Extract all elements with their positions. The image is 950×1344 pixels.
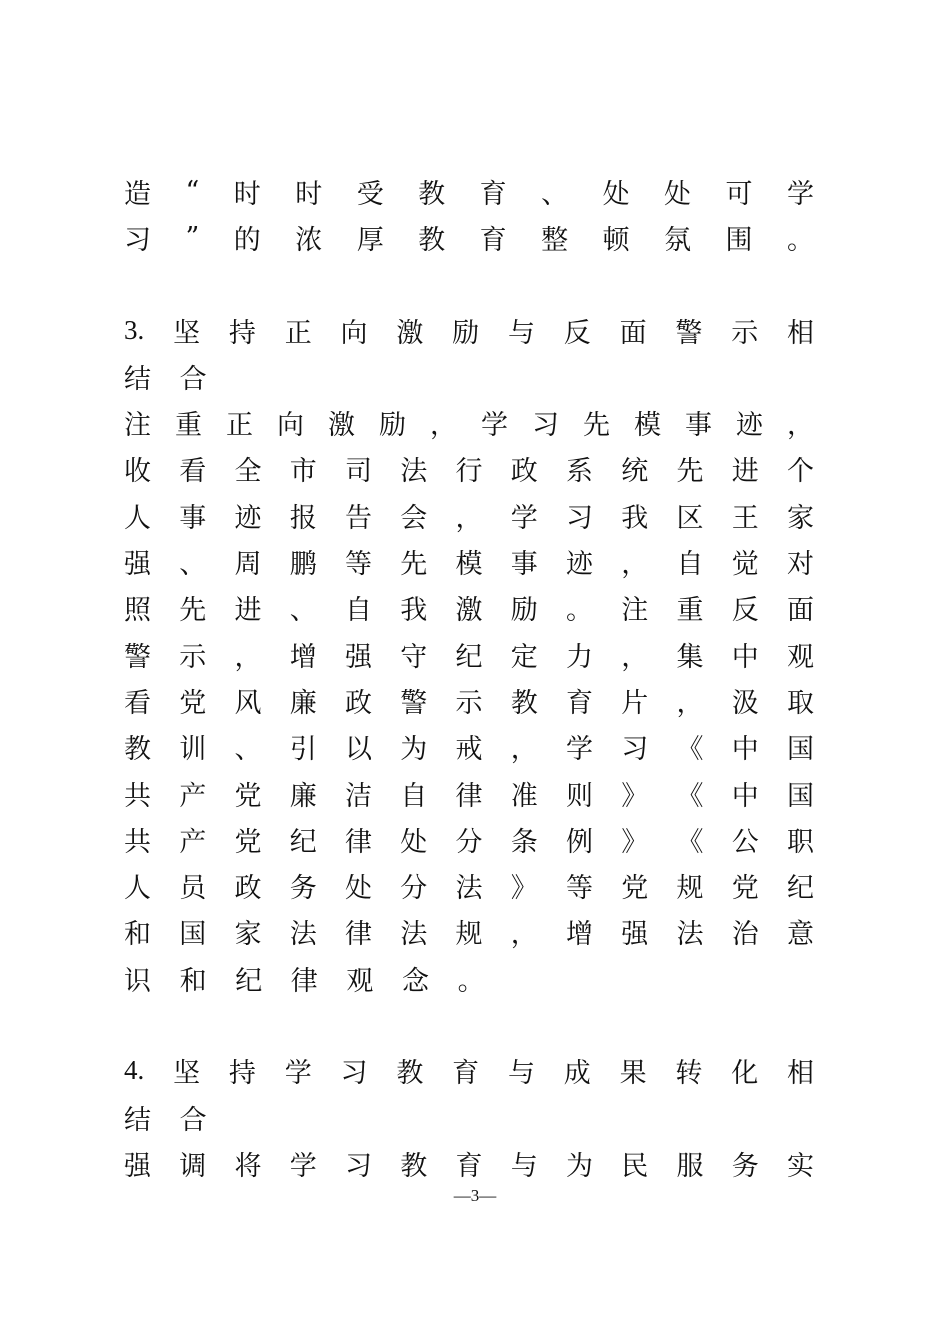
paragraph-gap <box>124 261 814 307</box>
body-text <box>124 168 814 1187</box>
paragraph-gap <box>124 1001 814 1047</box>
section-heading-line: 结 合 <box>124 1104 207 1136</box>
section-heading-line: 3. 坚 持 正 向 激 励 与 反 面 警 示 相 <box>124 314 814 349</box>
paragraph-line: 和 国 家 法 律 法 规 ， 增 强 法 治 意 <box>124 919 814 951</box>
paragraph-line: 共 产 党 纪 律 处 分 条 例 》 《 公 职 <box>124 826 814 858</box>
section-heading-line: 结 合 <box>124 363 207 395</box>
paragraph-line: 共 产 党 廉 洁 自 律 准 则 》 《 中 国 <box>124 780 814 812</box>
paragraph-line: 强 调 将 学 习 教 育 与 为 民 服 务 实 <box>124 1150 814 1182</box>
paragraph-line: 强 、 周 鹏 等 先 模 事 迹 ， 自 觉 对 <box>124 549 814 581</box>
paragraph-line: 警 示 ， 增 强 守 纪 定 力 ， 集 中 观 <box>124 641 814 673</box>
paragraph-line: 照 先 进 、 自 我 激 励 。 注 重 反 面 <box>124 595 814 627</box>
paragraph-line: 收 看 全 市 司 法 行 政 系 统 先 进 个 <box>124 456 814 488</box>
paragraph-line: 造 “ 时 时 受 教 育 、 处 处 可 学 <box>124 175 814 210</box>
section-heading-line: 4. 坚 持 学 习 教 育 与 成 果 转 化 相 <box>124 1055 814 1090</box>
paragraph-line: 人 员 政 务 处 分 法 》 等 党 规 党 纪 <box>124 873 814 905</box>
paragraph-line: 识 和 纪 律 观 念 。 <box>124 965 485 997</box>
paragraph-line: 教 训 、 引 以 为 戒 ， 学 习 《 中 国 <box>124 734 814 766</box>
page-number: —3— <box>453 1186 497 1205</box>
paragraph-line: 人 事 迹 报 告 会 ， 学 习 我 区 王 家 <box>124 502 814 534</box>
paragraph-line: 注 重 正 向 激 励 ， 学 习 先 模 事 迹 ， <box>124 410 814 442</box>
paragraph-line: 习 ” 的 浓 厚 教 育 整 顿 氛 围 。 <box>124 221 814 256</box>
paragraph-line: 看 党 风 廉 政 警 示 教 育 片 ， 汲 取 <box>124 687 814 719</box>
